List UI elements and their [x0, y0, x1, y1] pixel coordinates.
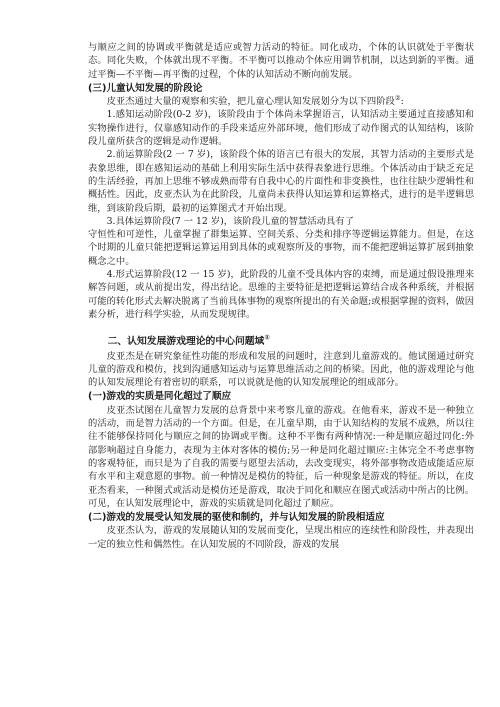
stage-1: 1.感知运动阶段(0-2 岁)，该阶段由于个体尚未掌握语言，认知活动主要通过直接感知和实物操作进行，仅靠感知动作的手段来适应外部环境，他们形成了动作图式的认知结构，该阶段儿童所获含的逻辑是动作逻辑。: [88, 109, 474, 148]
footnote-ref: ②: [394, 94, 401, 103]
part2-heading-text: 二、认知发展游戏理论的中心问题域: [107, 336, 265, 348]
intro-paragraph: 与顺应之间的协调或平衡就是适应或智力活动的特征。同化成功，个体的认识就处于平衡状态。同化失败，个体就出现不平衡。不平衡可以推动个体应用调节机制，以达到新的平衡。通过平衡—不平衡—再平衡的过程，个体的认知活动不断向前发展。: [88, 42, 474, 80]
sub1-body: 皮亚杰试图在儿童智力发展的总背景中来考察儿童的游戏。在他看来，游戏不是一种独立的活动，而是智力活动的一个方面。但是，在儿童早期，由于认知结构的发展不成熟，所以往往不能够保持同化与顺应之间的协调或平衡。这种不平衡有两种情况:一种是顺应超过同化:外部影响超过自身能力，表现为主体对客体的模仿;另一种是同化超过顺应:主体完全不考虑事物的客观特征，而只是为了自我的需要与愿望去活动，去改变现实，将外部事物改造成能适应原有水平和主观意愿的事物。前一种情况是模仿的特征，后一种现象是游戏的特征。所以，在皮亚杰看来，一种图式或活动是模仿还是游戏，取决于同化和顺应在图式或活动中所占的比例。可见，在认知发展理论中，游戏的实质就是同化超过了顺应。: [88, 404, 474, 509]
footnote-ref: ①: [264, 333, 270, 342]
sub2-body: 皮亚杰认为，游戏的发展随认知的发展而变化，呈现出相应的连续性和阶段性，并表现出一定的独立性和偶然性。在认知发展的不同阶段，游戏的发展: [88, 525, 474, 550]
section3-heading: (三)儿童认知发展的阶段论: [88, 82, 203, 94]
sub2-heading: (二)游戏的发展受认知发展的驱使和制约，并与认知发展的阶段相适应: [88, 512, 385, 524]
part2-heading: [88, 335, 474, 348]
stage-4: 4.形式运算阶段(12 一 15 岁)，此阶段的儿童不受具体内容的束缚，而是通过假设推理来解答问题，或从前提出发，得出结论。思维的主要特征是把逻辑运算结合成各种系统，并根据可能的转化形式去解决脱离了当前具体事物的观察所提出的有关命题;或根据掌握的资料，做因素分析，进行科学实验，从而发现规律。: [88, 269, 474, 320]
stage-3-continued: 守恒性和可逆性，儿童掌握了群集运算、空间关系、分类和排序等逻辑运算能力。但是，在这个时期的儿童只能把逻辑运算运用到具体的或观察所及的事物，而不能把逻辑运算扩展到抽象概念之中。: [88, 229, 474, 267]
sub1-heading: (一)游戏的实质是同化超过了顺应: [88, 391, 232, 403]
part2-intro: 皮亚杰是在研究象征性功能的形成和发展的问题时，注意到儿童游戏的。他试图通过研究儿童的游戏和模仿，找到沟通感知运动与运算思维活动之间的桥梁。因此，他的游戏理论与他的认知发展理论有着密切的联系，可以说就是他的认知发展理论的组成部分。: [88, 350, 474, 389]
section3-intro-text: 皮亚杰通过大量的观察和实验，把儿童心理认知发展划分为以下四阶段: [106, 96, 395, 108]
stage-3: 3.具体运算阶段(7 一 12 岁)，该阶段儿童的智慧活动具有了: [106, 215, 354, 227]
section3-intro: [88, 95, 474, 108]
stage-2: 2.前运算阶段(2 一 7 岁)，该阶段个体的语言已有很大的发展，其智力活动的主要形式是表象思维，即在感知运动的基础上利用实际生活中获得表象进行思维。个体活动由于缺乏充足的生活经验，再加上思维不够成熟而带有自我中心的片面性和非变换性，也往往缺少逻辑性和概括性。因此，皮亚杰认为在此阶段，儿童尚未获得认知运算和运算格式，进行的是半逻辑思维，到该阶段后期，最初的运算图式才开始出现。: [88, 149, 474, 214]
section3-intro-end: :: [400, 96, 404, 108]
